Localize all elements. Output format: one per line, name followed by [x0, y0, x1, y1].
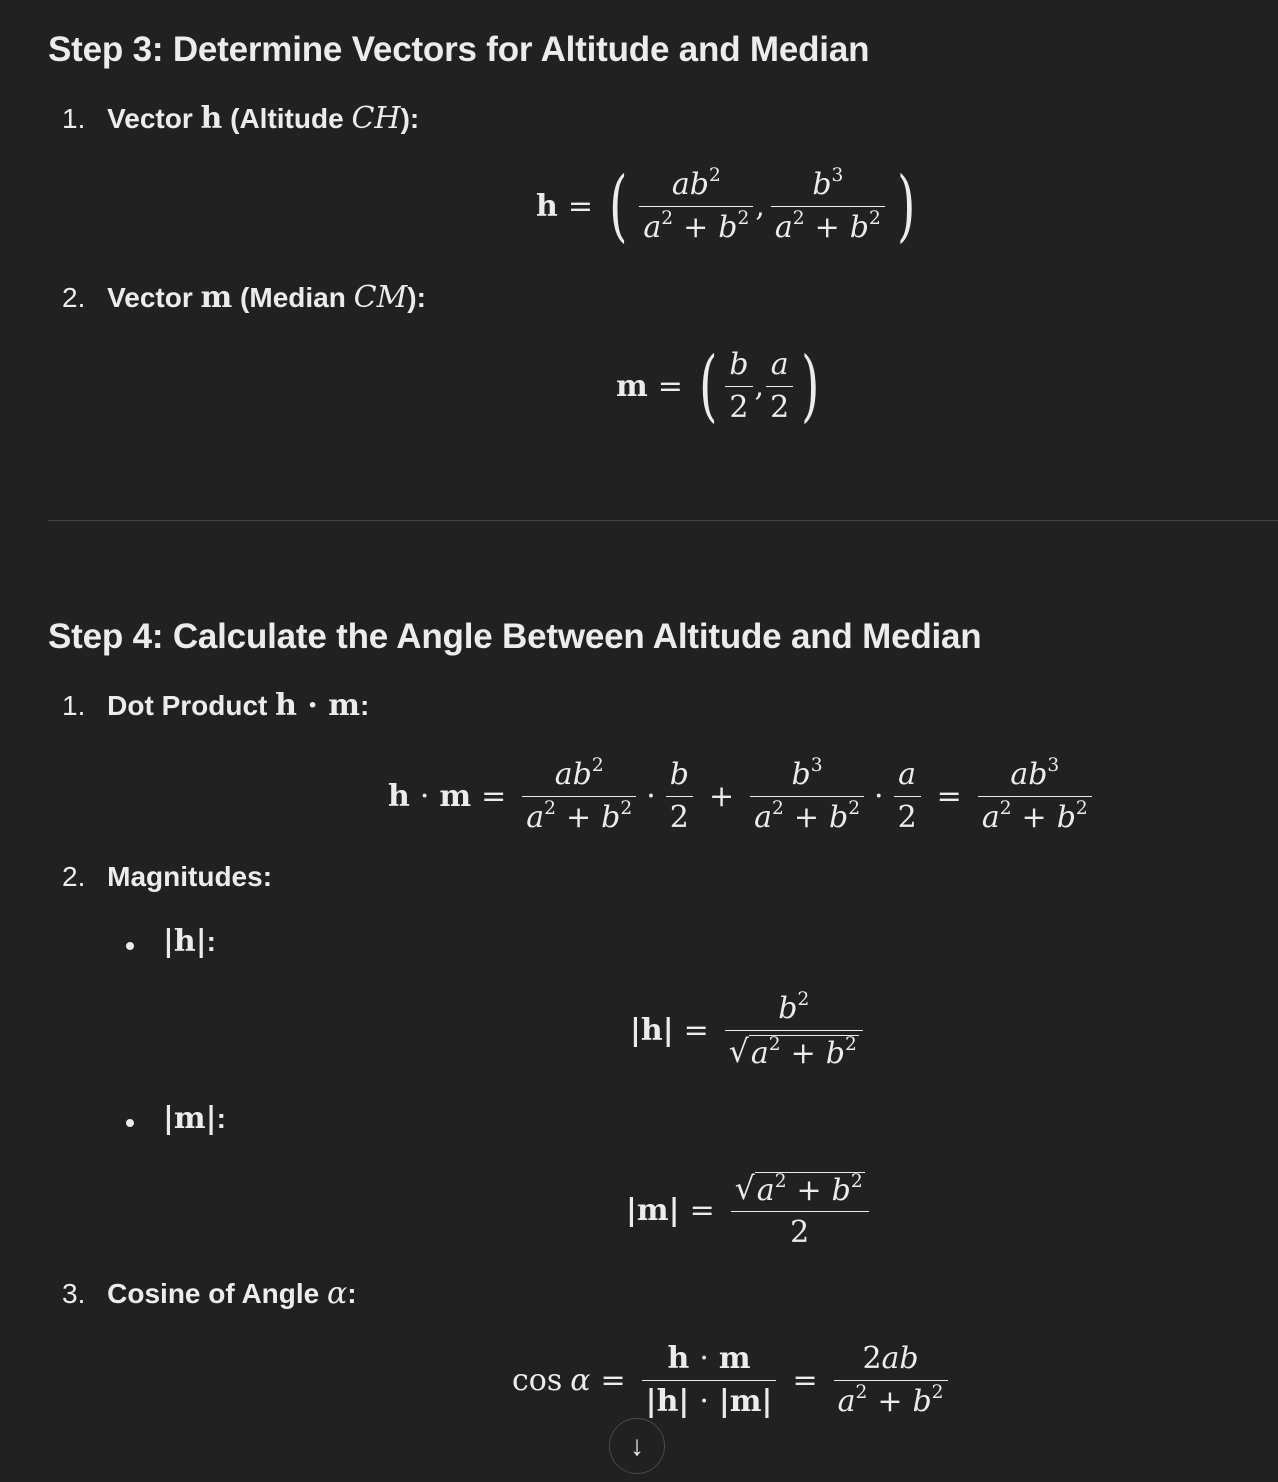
- list-number: 3.: [62, 1278, 86, 1309]
- ref-cm: CM: [353, 280, 408, 315]
- step4-heading: Step 4: Calculate the Angle Between Altitude and Median: [48, 617, 982, 656]
- equation-dot-product: h · m = $\frac{ab^2}{a^2 + b^2}$ · $\frac{b}{2}$ + $\frac{b^3}{a^2 + b^2}$ · $\frac{a}{2}$ = $\frac{ab^3}{a^2 + b^2}$: [388, 756, 1098, 836]
- item-prefix: Vector: [107, 103, 201, 134]
- step3-item-vector-m: [62, 280, 426, 315]
- item-suffix: ):: [407, 282, 426, 313]
- list-number: 2.: [62, 861, 86, 892]
- bullet-dot: [126, 1119, 134, 1127]
- scroll-to-bottom-button[interactable]: [609, 1418, 665, 1474]
- bullet-dot: [126, 942, 134, 950]
- equation-magnitude-h: |h| = $b^2$ √ $a^2 + b^2$: [630, 990, 869, 1072]
- item-prefix: Dot Product: [107, 690, 276, 721]
- item-mid: (Median: [232, 282, 354, 313]
- step3-item-vector-h: [62, 101, 419, 136]
- item-suffix: ):: [400, 103, 420, 134]
- list-number: 1.: [62, 690, 86, 721]
- arrow-down-icon: ↓: [630, 1430, 644, 1461]
- equation-m: m = ( $\frac{b}{2}$ , $\frac{a}{2}$ ): [616, 341, 820, 431]
- item-mid: (Altitude: [222, 103, 352, 134]
- var-m: m: [200, 280, 233, 315]
- step3-heading: Step 3: Determine Vectors for Altitude and Median: [48, 30, 870, 69]
- step4-item-cosine: [62, 1276, 357, 1311]
- expr-abs-h: |h|: [163, 924, 207, 959]
- list-number: 1.: [62, 103, 86, 134]
- step4-item-dot-product: [62, 688, 369, 723]
- item-suffix: :: [216, 1103, 226, 1134]
- equation-cosine: cos α = $\frac{h \cdot m}{|h| \cdot |m|}$ = $\frac{2ab}{a^2 + b^2}$: [512, 1340, 954, 1420]
- step4-item-magnitudes: [62, 861, 272, 893]
- list-number: 2.: [62, 282, 86, 313]
- item-label: Magnitudes:: [107, 861, 273, 892]
- item-suffix: :: [347, 1278, 357, 1309]
- item-suffix: :: [206, 926, 216, 957]
- ref-ch: CH: [351, 101, 401, 136]
- item-suffix: :: [360, 690, 370, 721]
- bullet-magnitude-h: [163, 924, 216, 959]
- section-divider: [48, 520, 1278, 521]
- item-prefix: Cosine of Angle: [107, 1278, 327, 1309]
- equation-h: h = ( $\frac{ab^2}{a^2 + b^2}$ , $\frac{b^3}{a^2 + b^2}$ ): [536, 161, 916, 251]
- expr-abs-m: |m|: [163, 1101, 217, 1136]
- var-h: h: [200, 101, 223, 136]
- item-prefix: Vector: [107, 282, 201, 313]
- bullet-magnitude-m: [163, 1101, 226, 1136]
- var-alpha: α: [327, 1276, 348, 1311]
- equation-magnitude-m: |m| = √ $a^2 + b^2$ 2: [626, 1170, 875, 1252]
- expr-h-dot-m: h · m: [275, 688, 361, 723]
